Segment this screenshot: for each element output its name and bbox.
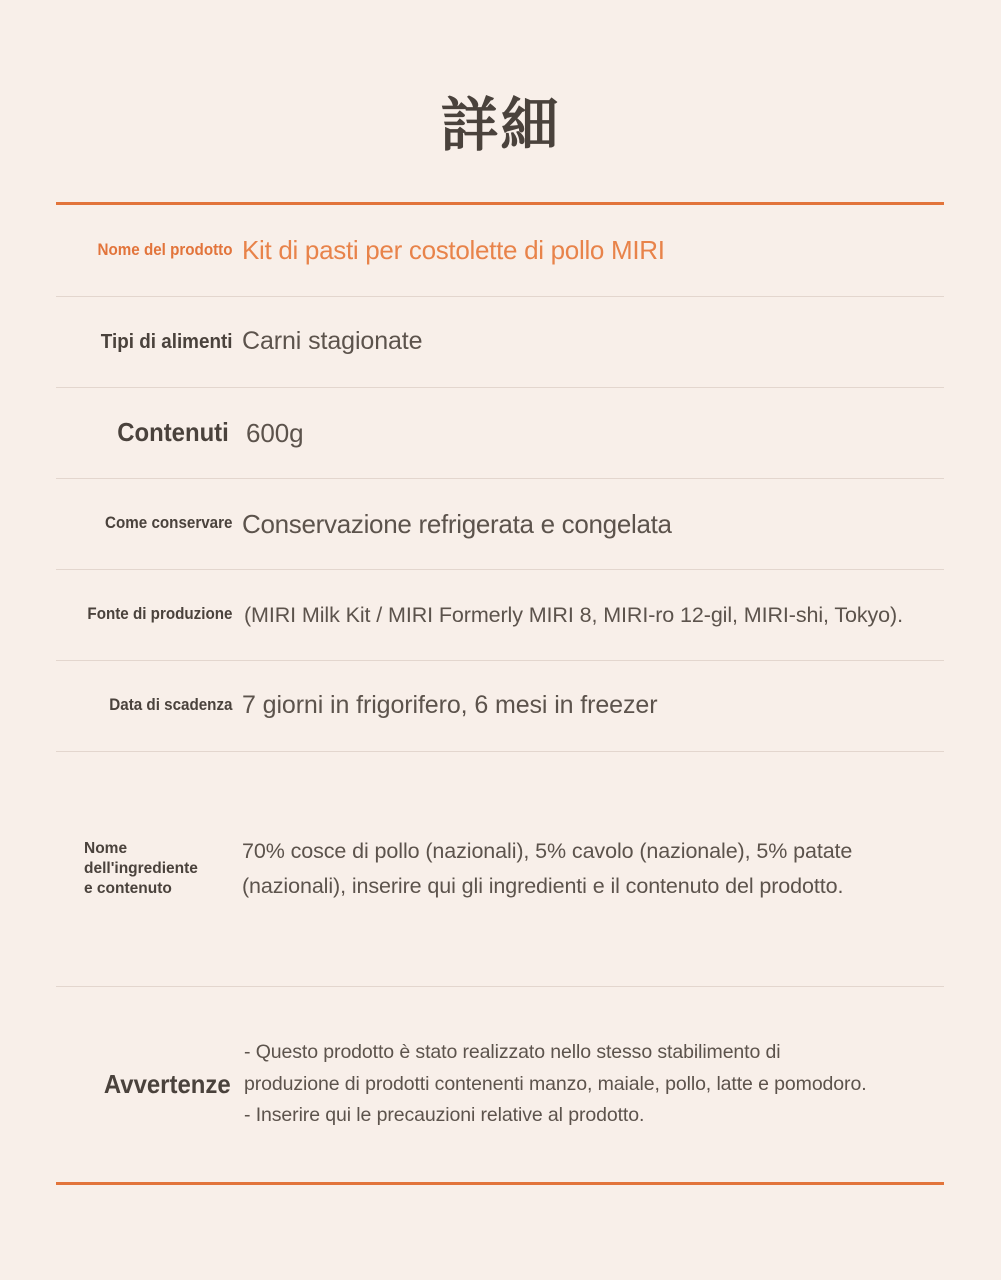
table-row-product-name <box>56 205 944 297</box>
row-label-warnings: Avvertenze <box>103 1068 231 1099</box>
table-row-production-source <box>56 570 944 661</box>
row-label-expiry-date: Data di scadenza <box>109 696 233 715</box>
table-row-ingredients <box>56 752 944 987</box>
row-value-contents <box>238 415 944 452</box>
table-row-warnings <box>56 987 944 1182</box>
value-line: - Questo prodotto è stato realizzato nello stesso stabilimento di <box>244 1041 781 1064</box>
row-label-ingredients <box>56 839 238 898</box>
row-label-food-type: Tipi di alimenti <box>100 329 233 353</box>
row-value-warnings <box>238 1037 944 1132</box>
value-line: Carni stagionate <box>242 327 423 356</box>
value-line: 7 giorni in frigorifero, 6 mesi in freezer <box>242 691 658 720</box>
row-value-storage-method <box>238 506 944 543</box>
row-value-production-source <box>238 600 944 631</box>
row-label-contents: Contenuti <box>117 417 229 448</box>
table-row-expiry-date <box>56 661 944 752</box>
value-line: 600g <box>246 417 304 448</box>
value-line: (nazionali), inserire qui gli ingredienti e il contenuto del prodotto. <box>242 874 844 898</box>
table-row-storage-method <box>56 479 944 570</box>
product-spec-table <box>56 202 944 1185</box>
row-value-expiry-date <box>238 688 944 724</box>
value-line: Conservazione refrigerata e congelata <box>242 508 672 539</box>
value-line: Kit di pasti per costolette di pollo MIRI <box>242 235 665 266</box>
row-value-ingredients <box>238 834 944 904</box>
value-line: (MIRI Milk Kit / MIRI Formerly MIRI 8, MIRI-ro 12-gil, MIRI-shi, Tokyo). <box>244 602 903 627</box>
row-value-product-name <box>238 232 944 269</box>
value-line: 70% cosce di pollo (nazionali), 5% cavolo (nazionale), 5% patate <box>242 839 853 864</box>
value-line: - Inserire qui le precauzioni relative al prodotto. <box>244 1104 645 1127</box>
row-value-food-type <box>238 324 944 360</box>
table-row-food-type <box>56 297 944 388</box>
value-line: produzione di prodotti contenenti manzo, maiale, pollo, latte e pomodoro. <box>244 1072 867 1095</box>
row-label-storage-method: Come conservare <box>105 514 233 533</box>
page-title: 詳細 <box>440 91 561 159</box>
row-label-production-source: Fonte di produzione <box>87 605 233 624</box>
row-label-ingredients-line1: Nome dell'ingrediente <box>84 840 198 878</box>
row-label-ingredients-line2: e contenuto <box>84 879 172 897</box>
row-label-product-name: Nome del prodotto <box>97 240 233 259</box>
table-row-contents <box>56 388 944 479</box>
